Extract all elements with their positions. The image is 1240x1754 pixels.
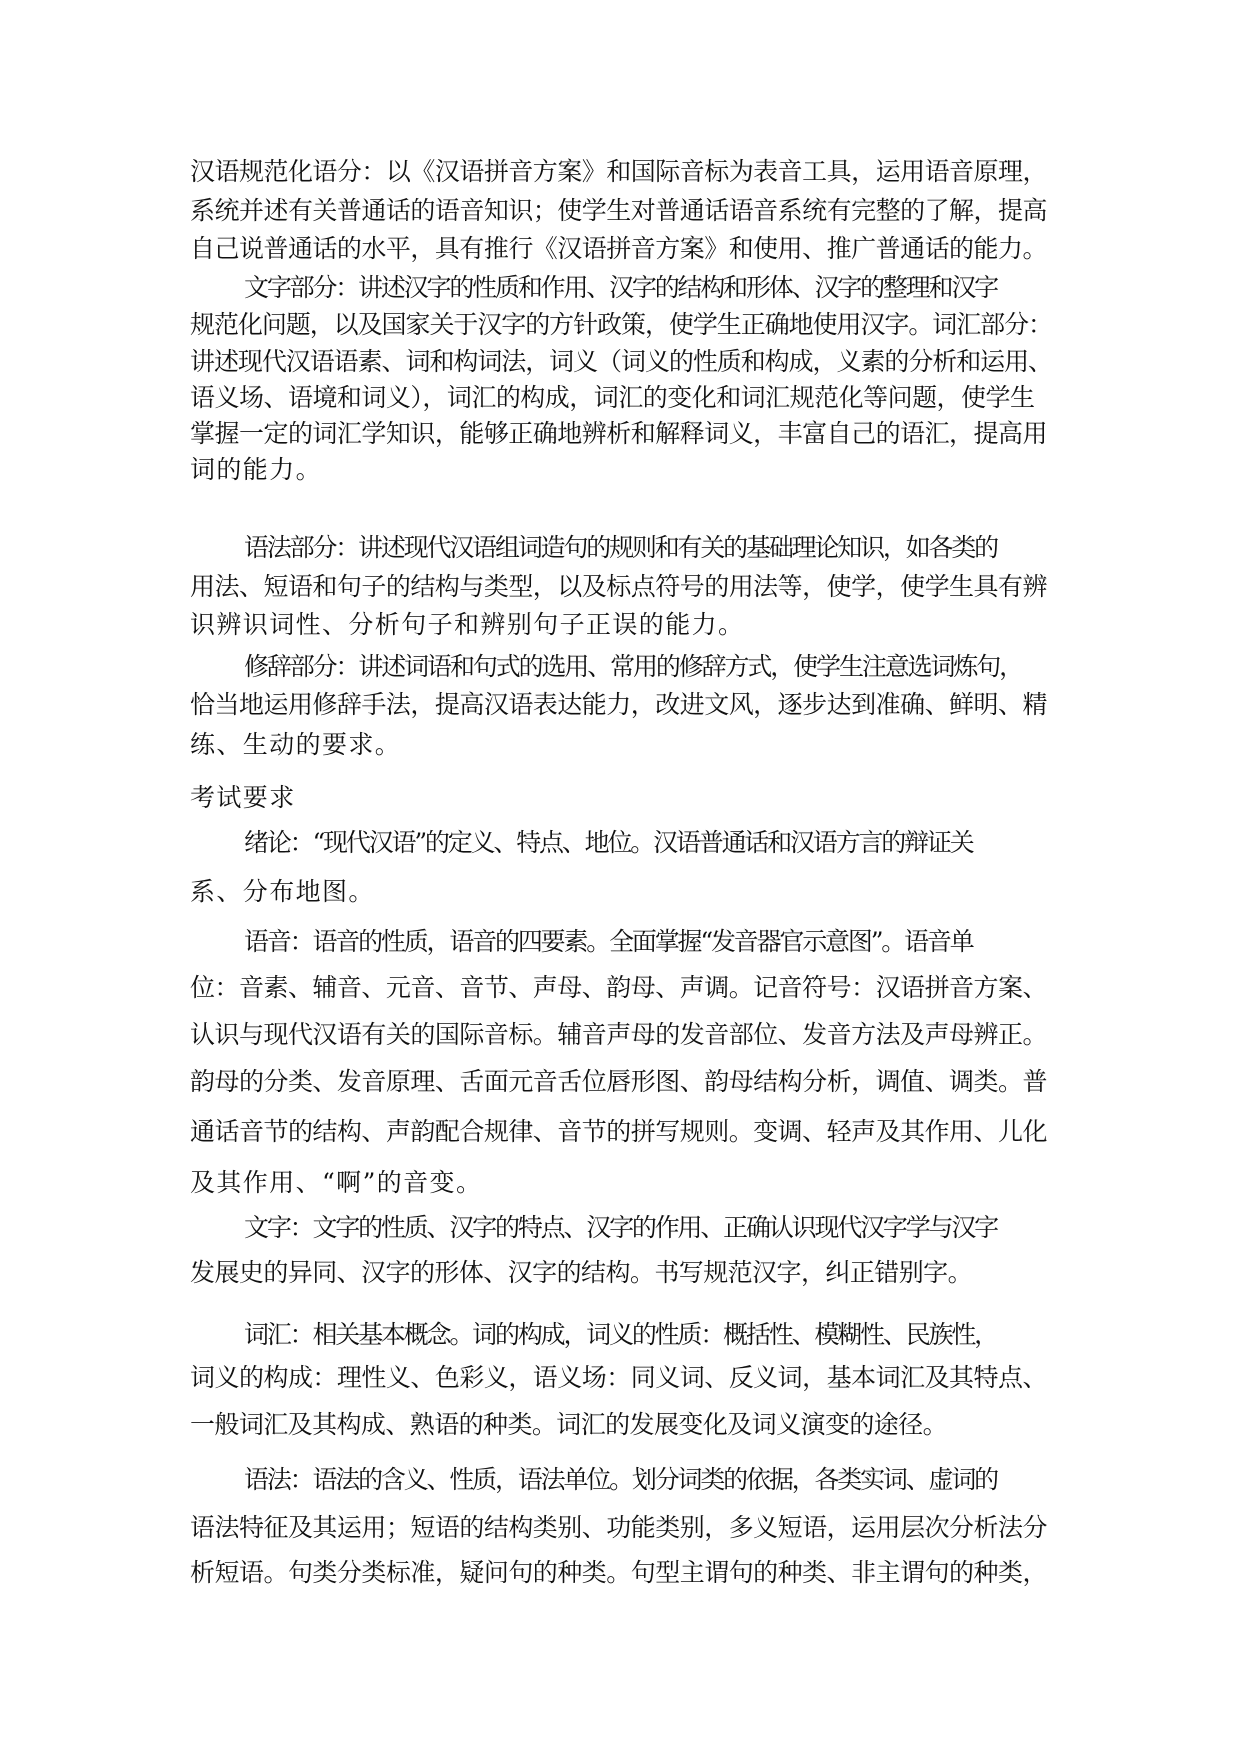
paragraph-first-line: 语法部分：讲述现代汉语组词造句的规则和有关的基础理论知识，如各类的	[244, 533, 998, 562]
paragraph-first-line: 修辞部分：讲述词语和句式的选用、常用的修辞方式，使学生注意选词炼句，	[244, 652, 1023, 681]
paragraph-first-line: 语法：语法的含义、性质，语法单位。划分词类的依据，各类实词、虚词的	[244, 1465, 998, 1494]
text-line: 析短语。句类分类标准，疑问句的种类。句型主谓句的种类、非主谓句的种类，	[190, 1558, 1048, 1587]
text-line: 发展史的异同、汉字的形体、汉字的结构。书写规范汉字，纠正错别字。	[190, 1258, 973, 1287]
text-line: 位：音素、辅音、元音、音节、声母、韵母、声调。记音符号：汉语拼音方案、	[190, 973, 1048, 1002]
paragraph-first-line: 文字部分：讲述汉字的性质和作用、汉字的结构和形体、汉字的整理和汉字	[244, 273, 998, 302]
paragraph-first-line: 绪论：“现代汉语”的定义、特点、地位。汉语普通话和汉语方言的辩证关	[244, 828, 973, 857]
text-line: 韵母的分类、发音原理、舌面元音舌位唇形图、韵母结构分析，调值、调类。普	[190, 1067, 1048, 1096]
paragraph-first-line: 词汇：相关基本概念。词的构成，词义的性质：概括性、模糊性、民族性，	[244, 1320, 998, 1349]
text-line: 恰当地运用修辞手法，提高汉语表达能力，改进文风，逐步达到准确、鲜明、精	[190, 690, 1048, 719]
paragraph-first-line: 语音：语音的性质，语音的四要素。全面掌握“发音器官示意图”。语音单	[244, 927, 973, 956]
text-line: 考试要求	[190, 783, 296, 812]
text-line: 讲述现代汉语语素、词和构词法，词义（词义的性质和构成，义素的分析和运用、	[190, 347, 1053, 376]
text-line: 通话音节的结构、声韵配合规律、音节的拼写规则。变调、轻声及其作用、儿化	[190, 1117, 1048, 1146]
text-line: 词的能力。	[190, 455, 323, 484]
text-line: 词义的构成：理性义、色彩义，语义场：同义词、反义词，基本词汇及其特点、	[190, 1363, 1048, 1392]
text-line: 一般词汇及其构成、熟语的种类。词汇的发展变化及词义演变的途径。	[190, 1410, 948, 1439]
text-line: 用法、短语和句子的结构与类型，以及标点符号的用法等，使学，使学生具有辨	[190, 572, 1048, 601]
text-line: 语义场、语境和词义），词汇的构成，词汇的变化和词汇规范化等问题，使学生	[190, 383, 1035, 412]
text-line: 练、生动的要求。	[190, 730, 402, 759]
paragraph-first-line: 文字：文字的性质、汉字的特点、汉字的作用、正确认识现代汉字学与汉字	[244, 1213, 998, 1242]
text-line: 及其作用、“啊”的音变。	[190, 1168, 483, 1197]
text-line: 汉语规范化语分：以《汉语拼音方案》和国际音标为表音工具，运用语音原理，	[190, 157, 1048, 186]
text-line: 掌握一定的词汇学知识，能够正确地辨析和解释词义，丰富自己的语汇，提高用	[190, 419, 1048, 448]
text-line: 识辨识词性、分析句子和辨别句子正误的能力。	[190, 610, 745, 639]
text-line: 系、分布地图。	[190, 877, 375, 906]
text-line: 语法特征及其运用；短语的结构类别、功能类别，多义短语，运用层次分析法分	[190, 1513, 1048, 1542]
text-line: 自己说普通话的水平，具有推行《汉语拼音方案》和使用、推广普通话的能力。	[190, 234, 1048, 263]
text-line: 系统并述有关普通话的语音知识；使学生对普通话语音系统有完整的了解，提高	[190, 196, 1048, 225]
text-line: 规范化问题，以及国家关于汉字的方针政策，使学生正确地使用汉字。词汇部分：	[190, 310, 1053, 339]
text-line: 认识与现代汉语有关的国际音标。辅音声母的发音部位、发音方法及声母辨正。	[190, 1020, 1048, 1049]
